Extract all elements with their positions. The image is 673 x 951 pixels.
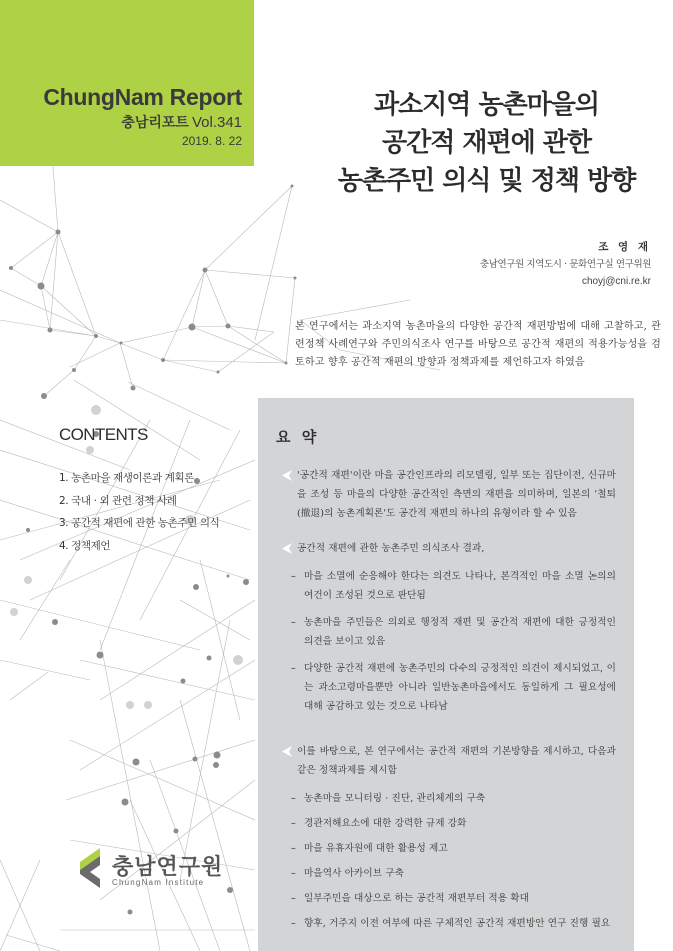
intro-paragraph: 본 연구에서는 과소지역 농촌마을의 다양한 공간적 재편방법에 대해 고찰하고, 관련정책 사례연구와 주민의식조사 연구를 바탕으로 공간적 재편의 적용가능성을 검토하고 향후 공간적 재편의 방향과 정책과제를 제언하고자 하였음 — [295, 321, 661, 368]
summary-subitem-text: 일부주민을 대상으로 하는 공간적 재편부터 적용 확대 — [304, 893, 529, 904]
title-line: 농촌주민 의식 및 정책 방향 — [337, 166, 636, 196]
contents-item[interactable]: 3. 공간적 재편에 관한 농촌주민 의식 — [59, 517, 220, 529]
chevron-left-icon — [282, 470, 292, 481]
report-series-title: ChungNam Report — [43, 84, 242, 110]
summary-subitem-text: 농촌마을 주민들은 의외로 행정적 재편 및 공간적 재편에 대한 긍정적인 의견을 보이고 있음 — [304, 617, 616, 647]
chevron-left-icon — [282, 543, 292, 554]
summary-subitem — [258, 864, 634, 883]
summary-subitem-text: 마을역사 아카이브 구축 — [304, 868, 404, 879]
summary-subitem-text: 다양한 공간적 재편에 농촌주민의 다수의 긍정적인 의견이 제시되었고, 이는 과소고령마을뿐만 아니라 일반농촌마을에서도 동일하게 그 필요성에 대해 공감하고 있는 것으로 나타남 — [304, 663, 616, 712]
summary-point-text: '공간적 재편'이란 마을 공간인프라의 리모델링, 일부 또는 집단이전, 신규마을 조성 등 마을의 다양한 공간적인 측면의 재편을 의미하며, 일본의 '철퇴(撤退)의 농촌계획론'도 공간적 재편의 하나의 유형이라 할 수 있음 — [297, 470, 616, 519]
dash-bullet: – — [291, 918, 296, 929]
summary-point-text: 이를 바탕으로, 본 연구에서는 공간적 재편의 기본방향을 제시하고, 다음과 같은 정책과제를 제시함 — [297, 746, 616, 776]
dash-bullet: – — [291, 571, 296, 582]
summary-panel — [258, 398, 634, 951]
contents-item[interactable]: 2. 국내 · 외 관련 정책 사례 — [59, 494, 177, 507]
summary-subitem — [258, 814, 634, 833]
author-block — [480, 238, 651, 290]
institute-name-ko: 충남연구원 — [112, 855, 224, 880]
institute-name-en: ChungNam Institute — [112, 878, 205, 887]
dash-bullet: – — [291, 663, 296, 674]
title-line: 공간적 재편에 관한 — [381, 128, 592, 158]
report-series-name-ko: 충남리포트 — [121, 115, 189, 131]
dash-bullet: – — [291, 893, 296, 904]
institute-logo-mark-icon — [74, 848, 106, 888]
page-title — [300, 86, 673, 200]
summary-subitem — [258, 914, 634, 933]
contents-section — [59, 425, 219, 557]
report-volume: Vol.341 — [191, 114, 242, 131]
contents-item[interactable]: 4. 정책제언 — [59, 539, 111, 552]
policy-task-list — [258, 789, 634, 933]
summary-subitem-text: 농촌마을 모니터링 · 진단, 관리체계의 구축 — [304, 793, 486, 804]
summary-subitem — [258, 789, 634, 808]
summary-subitem-text: 경관저해요소에 대한 강력한 규제 강화 — [304, 818, 467, 829]
summary-point — [258, 466, 634, 523]
summary-body — [258, 466, 634, 933]
title-line: 과소지역 농촌마을의 — [373, 90, 600, 120]
contents-title: CONTENTS — [59, 425, 148, 444]
summary-title: 요 약 — [276, 428, 320, 446]
dash-bullet: – — [291, 868, 296, 879]
summary-point-text: 공간적 재편에 관한 농촌주민 의식조사 결과, — [297, 543, 485, 554]
report-date: 2019. 8. 22 — [181, 134, 242, 148]
report-brand-block — [0, 0, 254, 166]
author-email[interactable]: choyj@cni.re.kr — [581, 276, 651, 287]
summary-subitem-text: 마을 소멸에 순응해야 한다는 의견도 나타나, 본격적인 마을 소멸 논의의 여건이 조성된 것으로 판단됨 — [304, 571, 616, 601]
report-series-subtitle — [121, 112, 242, 132]
summary-subitem — [258, 613, 634, 651]
summary-subitem — [258, 659, 634, 716]
summary-point — [258, 742, 634, 780]
summary-point — [258, 539, 634, 558]
contents-item[interactable]: 1. 농촌마을 재생이론과 계획론 — [59, 472, 194, 484]
summary-subitem-text: 향후, 거주지 이전 여부에 따른 구체적인 공간적 재편방안 연구 진행 필요 — [304, 918, 611, 929]
author-affiliation: 충남연구원 지역도시 · 문화연구실 연구위원 — [479, 259, 651, 270]
author-name: 조 영 재 — [598, 241, 651, 253]
summary-subitem-text: 마을 유휴자원에 대한 활용성 제고 — [304, 843, 448, 854]
dash-bullet: – — [291, 617, 296, 628]
summary-subitem — [258, 567, 634, 605]
dash-bullet: – — [291, 843, 296, 854]
dash-bullet: – — [291, 818, 296, 829]
summary-subitem — [258, 889, 634, 908]
dash-bullet: – — [291, 793, 296, 804]
summary-subitem — [258, 839, 634, 858]
chevron-left-icon — [282, 746, 292, 757]
